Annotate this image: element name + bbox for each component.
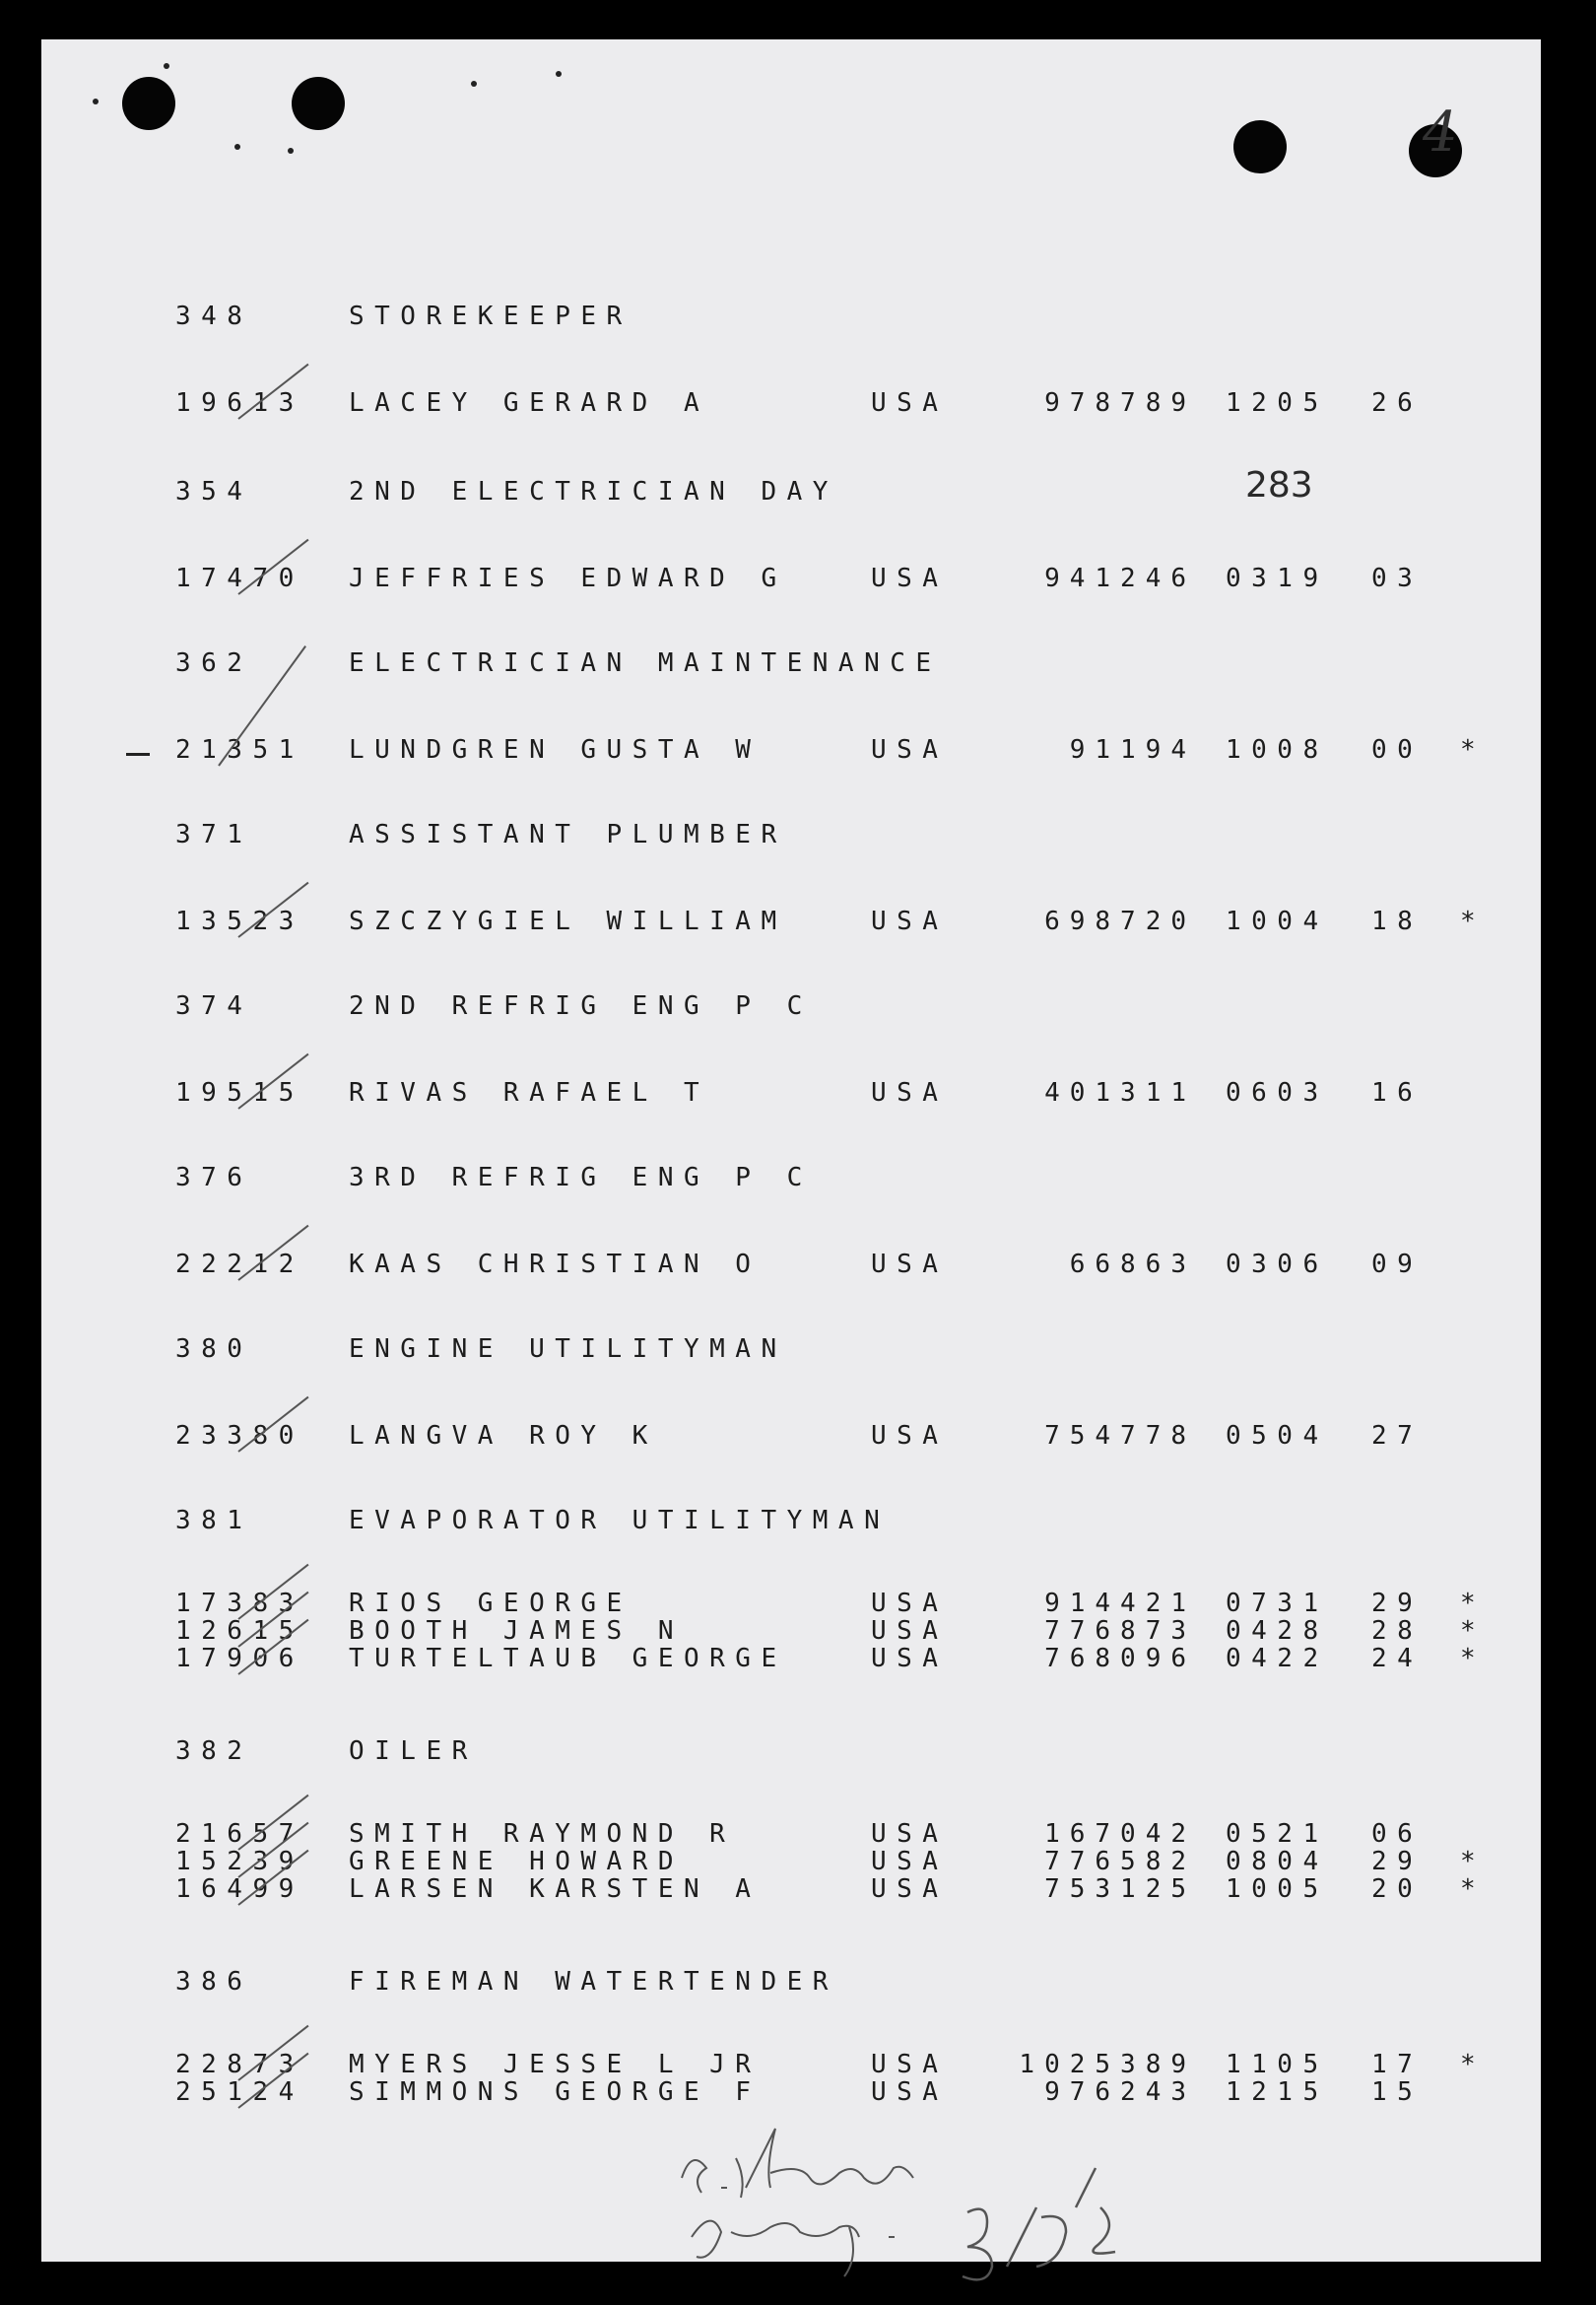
crew-number: 09 <box>1371 1250 1424 1279</box>
crew-nationality: USA <box>871 1589 949 1618</box>
position-code: 382 <box>175 1736 253 1766</box>
crew-name: GREENE HOWARD <box>349 1847 684 1876</box>
crew-nationality: USA <box>871 1644 949 1673</box>
position-code: 354 <box>175 477 253 507</box>
crew-nationality: USA <box>871 1616 949 1646</box>
page-number: 4 <box>1423 101 1458 165</box>
crew-date: 1005 <box>1226 1874 1329 1904</box>
crew-number: 18 <box>1371 907 1424 936</box>
crew-nationality: USA <box>871 1078 949 1108</box>
crew-date: 0804 <box>1226 1847 1329 1876</box>
crew-id: 22212 <box>175 1250 304 1279</box>
crew-name: SIMMONS GEORGE F <box>349 2077 762 2107</box>
position-title: EVAPORATOR UTILITYMAN <box>349 1506 891 1535</box>
crew-name: LUNDGREN GUSTA W <box>349 735 762 765</box>
crew-nationality: USA <box>871 1819 949 1849</box>
crew-date: 0422 <box>1226 1644 1329 1673</box>
crew-nationality: USA <box>871 2077 949 2107</box>
position-title: 2ND ELECTRICIAN DAY <box>349 477 838 507</box>
crew-nationality: USA <box>871 388 949 418</box>
crew-z-number: 776582 <box>1044 1847 1196 1876</box>
crew-date: 0731 <box>1226 1589 1329 1618</box>
crew-nationality: USA <box>871 2050 949 2079</box>
crew-id: 17470 <box>175 564 304 593</box>
crew-number: 29 <box>1371 1847 1424 1876</box>
position-code: 348 <box>175 302 253 331</box>
crew-nationality: USA <box>871 1250 949 1279</box>
crew-date: 1215 <box>1226 2077 1329 2107</box>
crew-date: 0603 <box>1226 1078 1329 1108</box>
crew-number: 20 <box>1371 1874 1424 1904</box>
crew-id: 21657 <box>175 1819 304 1849</box>
crew-date: 0428 <box>1226 1616 1329 1646</box>
crew-number: 24 <box>1371 1644 1424 1673</box>
crew-number: 27 <box>1371 1421 1424 1451</box>
crew-nationality: USA <box>871 1874 949 1904</box>
crew-id: 17906 <box>175 1644 304 1673</box>
ink-speck <box>471 81 477 87</box>
crew-mark: * <box>1460 735 1487 765</box>
crew-nationality: USA <box>871 1421 949 1451</box>
crew-number: 03 <box>1371 564 1424 593</box>
crew-name: TURTELTAUB GEORGE <box>349 1644 787 1673</box>
crew-name: MYERS JESSE L JR <box>349 2050 762 2079</box>
position-title: ELECTRICIAN MAINTENANCE <box>349 648 942 678</box>
crew-number: 29 <box>1371 1589 1424 1618</box>
crew-id: 21351 <box>175 735 304 765</box>
crew-id: 16499 <box>175 1874 304 1904</box>
crew-z-number: 941246 <box>1044 564 1196 593</box>
ink-speck <box>164 63 169 69</box>
crew-number: 26 <box>1371 388 1424 418</box>
crew-z-number: 91194 <box>1069 735 1196 765</box>
position-title: OILER <box>349 1736 478 1766</box>
crew-z-number: 753125 <box>1044 1874 1196 1904</box>
position-code: 380 <box>175 1334 253 1364</box>
ink-speck <box>556 71 562 77</box>
position-code: 376 <box>175 1163 253 1192</box>
crew-mark: * <box>1460 907 1487 936</box>
position-title: 2ND REFRIG ENG P C <box>349 991 813 1021</box>
crew-number: 00 <box>1371 735 1424 765</box>
crew-id: 17383 <box>175 1589 304 1618</box>
crew-number: 15 <box>1371 2077 1424 2107</box>
crew-z-number: 167042 <box>1044 1819 1196 1849</box>
crew-number: 17 <box>1371 2050 1424 2079</box>
crew-z-number: 401311 <box>1044 1078 1196 1108</box>
crew-z-number: 1025389 <box>1019 2050 1196 2079</box>
ink-speck <box>234 144 240 150</box>
crew-name: RIVAS RAFAEL T <box>349 1078 710 1108</box>
crew-date: 1008 <box>1226 735 1329 765</box>
crew-date: 0504 <box>1226 1421 1329 1451</box>
crew-z-number: 754778 <box>1044 1421 1196 1451</box>
crew-id: 13523 <box>175 907 304 936</box>
crew-z-number: 66863 <box>1069 1250 1196 1279</box>
margin-dash <box>126 753 150 756</box>
crew-mark: * <box>1460 1644 1487 1673</box>
crew-name: LACEY GERARD A <box>349 388 710 418</box>
position-code: 386 <box>175 1967 253 1997</box>
crew-name: JEFFRIES EDWARD G <box>349 564 787 593</box>
position-code: 374 <box>175 991 253 1021</box>
crew-name: SMITH RAYMOND R <box>349 1819 736 1849</box>
crew-id: 15239 <box>175 1847 304 1876</box>
crew-z-number: 776873 <box>1044 1616 1196 1646</box>
crew-id: 19613 <box>175 388 304 418</box>
ink-speck <box>288 148 294 154</box>
position-title: FIREMAN WATERTENDER <box>349 1967 838 1997</box>
crew-number: 16 <box>1371 1078 1424 1108</box>
crew-mark: * <box>1460 1847 1487 1876</box>
handwritten-number: 283 <box>1245 465 1313 506</box>
crew-name: RIOS GEORGE <box>349 1589 632 1618</box>
crew-date: 0521 <box>1226 1819 1329 1849</box>
crew-z-number: 914421 <box>1044 1589 1196 1618</box>
punch-hole <box>292 77 345 130</box>
position-code: 362 <box>175 648 253 678</box>
crew-name: SZCZYGIEL WILLIAM <box>349 907 787 936</box>
crew-z-number: 698720 <box>1044 907 1196 936</box>
crew-number: 28 <box>1371 1616 1424 1646</box>
position-title: ASSISTANT PLUMBER <box>349 820 787 849</box>
crew-name: BOOTH JAMES N <box>349 1616 684 1646</box>
crew-name: KAAS CHRISTIAN O <box>349 1250 762 1279</box>
crew-date: 1205 <box>1226 388 1329 418</box>
crew-nationality: USA <box>871 1847 949 1876</box>
position-code: 381 <box>175 1506 253 1535</box>
signature <box>652 2119 1204 2286</box>
crew-date: 1004 <box>1226 907 1329 936</box>
crew-mark: * <box>1460 1589 1487 1618</box>
position-title: 3RD REFRIG ENG P C <box>349 1163 813 1192</box>
crew-nationality: USA <box>871 907 949 936</box>
position-title: STOREKEEPER <box>349 302 632 331</box>
crew-mark: * <box>1460 1616 1487 1646</box>
crew-nationality: USA <box>871 735 949 765</box>
crew-date: 0319 <box>1226 564 1329 593</box>
crew-nationality: USA <box>871 564 949 593</box>
crew-z-number: 768096 <box>1044 1644 1196 1673</box>
ink-speck <box>93 99 99 104</box>
crew-z-number: 976243 <box>1044 2077 1196 2107</box>
crew-id: 12615 <box>175 1616 304 1646</box>
crew-id: 25124 <box>175 2077 304 2107</box>
crew-mark: * <box>1460 2050 1487 2079</box>
position-code: 371 <box>175 820 253 849</box>
crew-mark: * <box>1460 1874 1487 1904</box>
crew-name: LARSEN KARSTEN A <box>349 1874 762 1904</box>
crew-date: 1105 <box>1226 2050 1329 2079</box>
crew-date: 0306 <box>1226 1250 1329 1279</box>
punch-hole <box>122 77 175 130</box>
punch-hole <box>1233 120 1287 173</box>
crew-id: 22873 <box>175 2050 304 2079</box>
document-page <box>41 39 1541 2262</box>
crew-id: 23380 <box>175 1421 304 1451</box>
crew-z-number: 978789 <box>1044 388 1196 418</box>
crew-name: LANGVA ROY K <box>349 1421 658 1451</box>
crew-id: 19515 <box>175 1078 304 1108</box>
position-title: ENGINE UTILITYMAN <box>349 1334 787 1364</box>
crew-number: 06 <box>1371 1819 1424 1849</box>
